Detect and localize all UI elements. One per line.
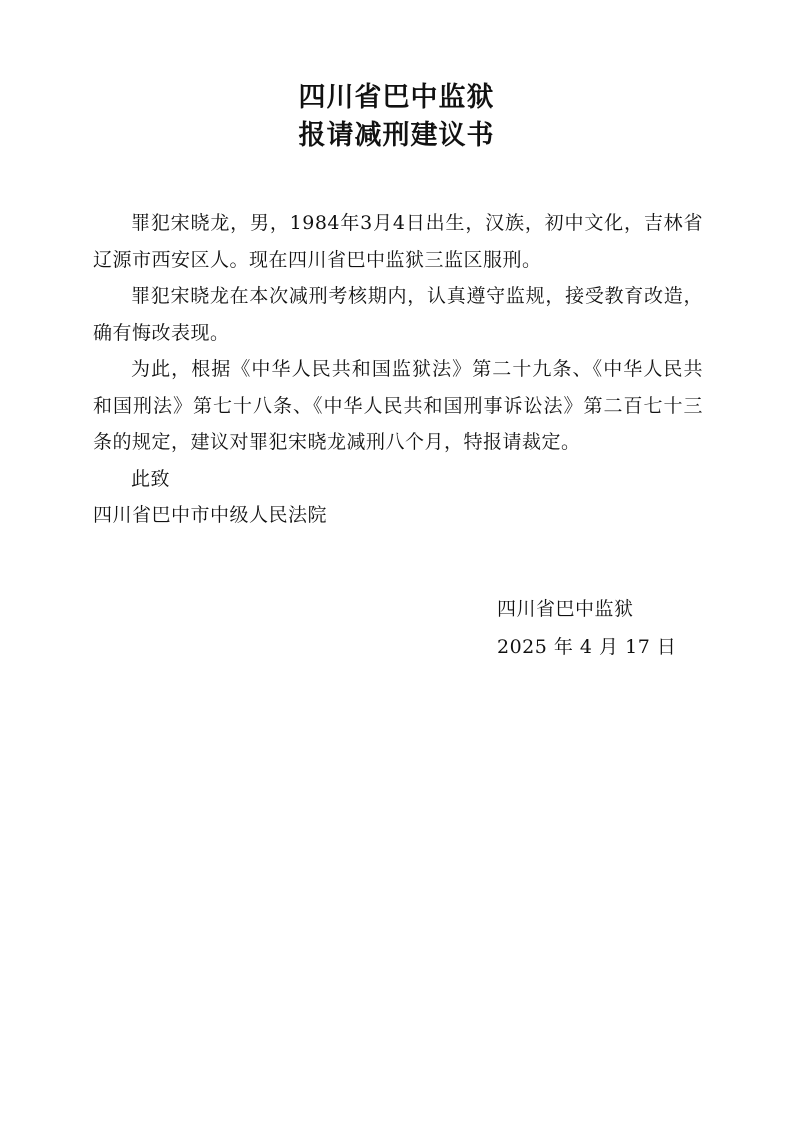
signature-date: 2025 年 4 月 17 日: [497, 636, 677, 658]
document-title-line1: 四川省巴中监狱: [298, 82, 495, 113]
recipient-court: 四川省巴中市中级人民法院: [93, 504, 328, 526]
paragraph-criminal-info: 罪犯宋晓龙，男，1984年3月4日出生，汉族，初中文化，吉林省辽源市西安区人。现在四川省巴中监狱三监区服刑。: [93, 212, 703, 271]
paragraph-performance: 罪犯宋晓龙在本次减刑考核期内，认真遵守监规，接受教育改造，确有悔改表现。: [93, 285, 703, 344]
signature-organization: 四川省巴中监狱: [497, 598, 634, 620]
paragraph-legal-basis: 为此，根据《中华人民共和国监狱法》第二十九条、《中华人民共和国刑法》第七十八条、《中华人民共和国刑事诉讼法》第二百七十三条的规定，建议对罪犯宋晓龙减刑八个月，特报请裁定。: [93, 358, 703, 453]
document-body: [93, 205, 703, 534]
document-title-line2: 报请减刑建议书: [298, 120, 495, 151]
paragraph-salutation: 此致: [131, 467, 171, 490]
